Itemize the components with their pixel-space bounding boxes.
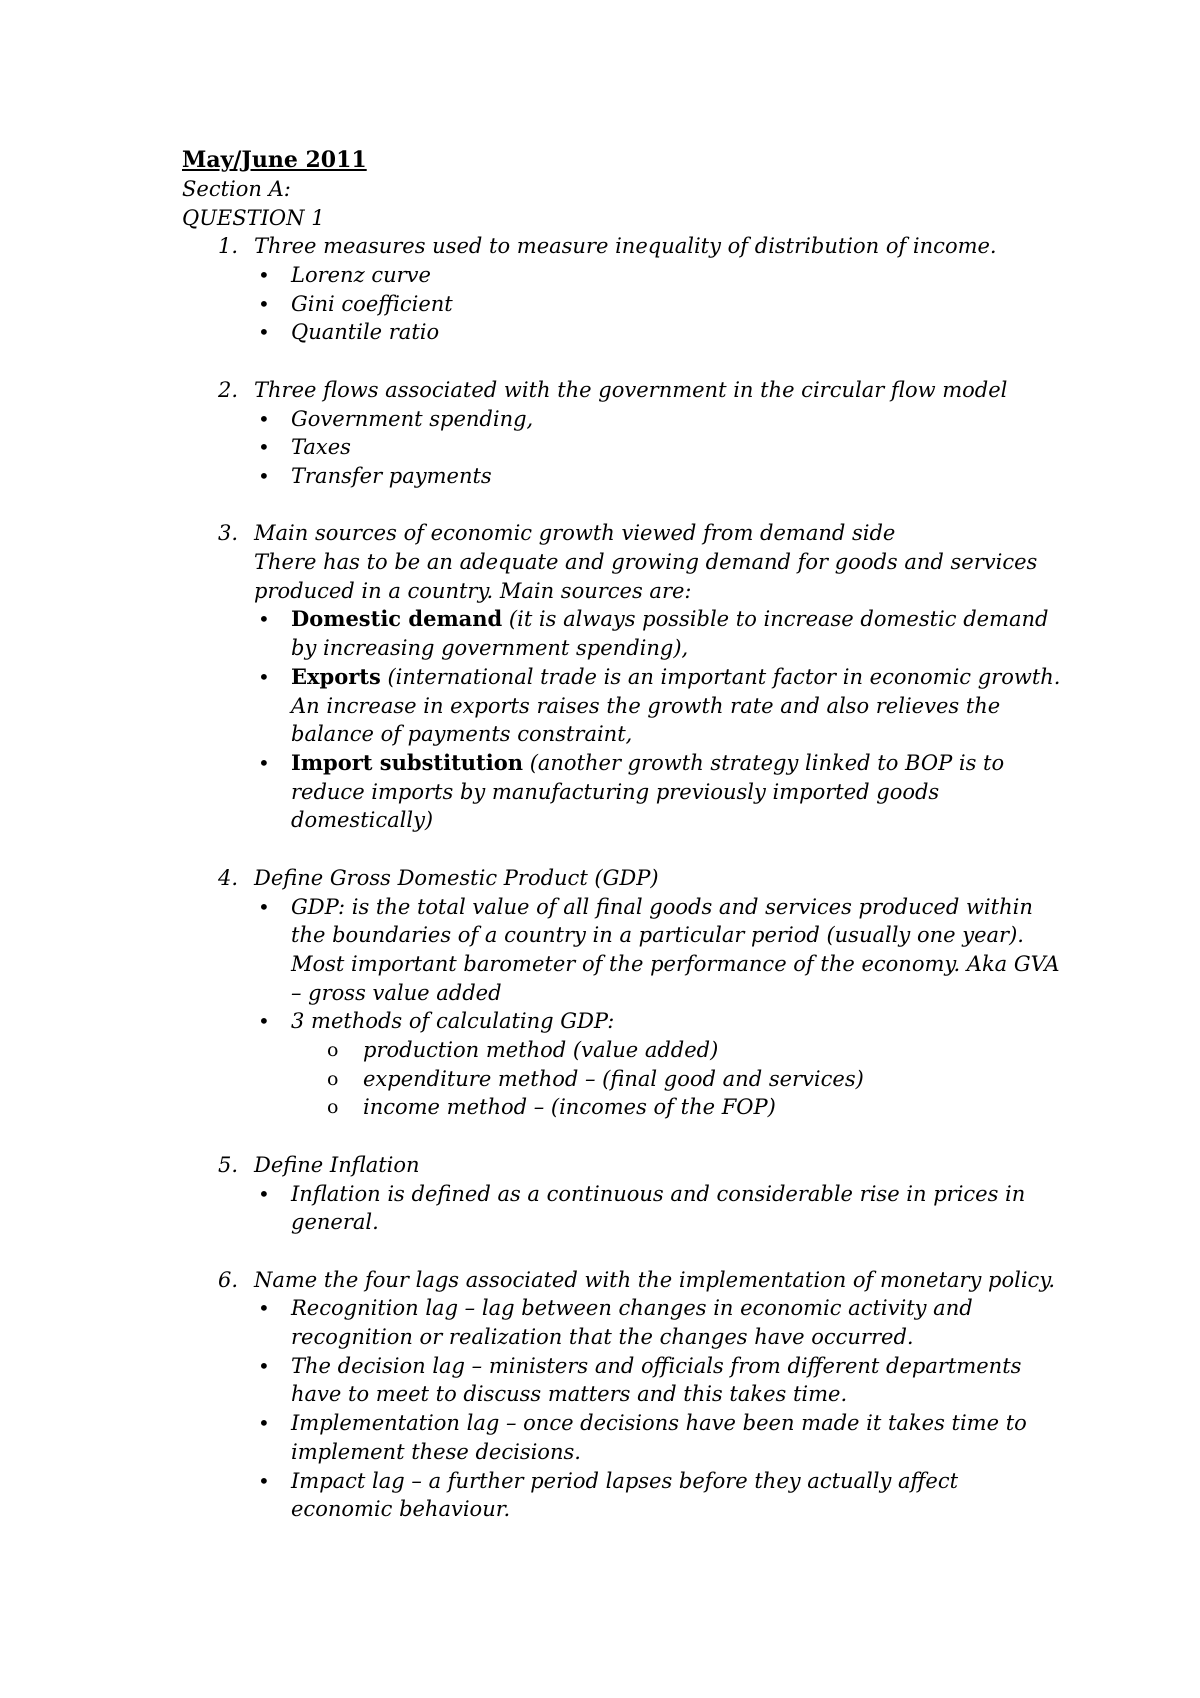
item-number: 2. bbox=[218, 377, 239, 402]
list-item: • Domestic demand (it is always possible to increase domestic demand by increasing government spending), bbox=[258, 606, 1049, 661]
page-title: May/June 2011 bbox=[182, 147, 367, 173]
item-number: 4. bbox=[218, 865, 239, 890]
item-number: 5. bbox=[218, 1152, 239, 1177]
bullet-icon: • bbox=[258, 1296, 270, 1321]
bullet-icon: • bbox=[258, 406, 270, 431]
list-item: • The decision lag – ministers and officials from different departments have to meet to discuss matters and this takes time. bbox=[258, 1353, 1022, 1407]
question-item-2 bbox=[182, 376, 1062, 491]
question-item-4 bbox=[182, 864, 1062, 1122]
question-item-1 bbox=[182, 232, 1062, 347]
bullet-icon: • bbox=[258, 263, 270, 288]
bullet-icon: • bbox=[258, 320, 270, 345]
list-item: • Recognition lag – lag between changes in economic activity and recognition or realization that the changes have occurred. bbox=[258, 1296, 973, 1350]
list-item: • Taxes bbox=[254, 433, 1062, 462]
circle-bullet-icon: o bbox=[327, 1067, 339, 1090]
bullet-icon: • bbox=[258, 751, 270, 775]
bullet-icon: • bbox=[258, 1411, 270, 1436]
sub-list-item: o expenditure method – (final good and services) bbox=[291, 1065, 1062, 1094]
document-page bbox=[182, 146, 1062, 1524]
list-item: • Gini coefficient bbox=[254, 290, 1062, 319]
section-label: Section A: bbox=[182, 177, 291, 201]
bullet-icon: • bbox=[258, 607, 270, 632]
item-text: Define Gross Domestic Product (GDP) bbox=[254, 865, 659, 890]
item-text: Define Inflation bbox=[254, 1152, 420, 1177]
item-text: Main sources of economic growth viewed from demand side bbox=[254, 521, 896, 546]
bullet-icon: • bbox=[258, 894, 270, 919]
sub-list-item: o income method – (incomes of the FOP) bbox=[291, 1093, 1062, 1122]
list-item: • Implementation lag – once decisions have been made it takes time to implement these decisions. bbox=[258, 1411, 1027, 1464]
list-item: • Lorenz curve bbox=[254, 261, 1062, 290]
bullet-icon: • bbox=[258, 435, 270, 460]
list-item: • Impact lag – a further period lapses before they actually affect economic behaviour. bbox=[258, 1468, 959, 1522]
item-text: Three measures used to measure inequality of distribution of income. bbox=[254, 234, 997, 259]
item-number: 1. bbox=[218, 234, 239, 259]
list-item: • Import substitution (another growth strategy linked to BOP is to reduce imports by manufacturing previously imported goods domestically) bbox=[258, 750, 1005, 833]
circle-bullet-icon: o bbox=[327, 1039, 339, 1062]
question-item-5 bbox=[182, 1151, 1062, 1237]
item-intro: There has to be an adequate and growing demand for goods and services produced in a country. Main sources are: bbox=[254, 550, 1038, 603]
list-item: • Government spending, bbox=[254, 405, 1062, 434]
question-label: QUESTION 1 bbox=[182, 205, 325, 230]
list-item: • 3 methods of calculating GDP: o production method (value added) o expenditure method – (final good and services) o income method – (incomes of the FOP) bbox=[254, 1007, 1062, 1122]
item-number: 3. bbox=[218, 521, 239, 546]
bullet-icon: • bbox=[258, 463, 270, 488]
bullet-icon: • bbox=[258, 1009, 270, 1034]
sub-list-item: o production method (value added) bbox=[291, 1036, 1062, 1065]
list-item: • Quantile ratio bbox=[254, 318, 1062, 347]
bullet-icon: • bbox=[258, 664, 270, 689]
question-item-3 bbox=[182, 519, 1062, 835]
bullet-icon: • bbox=[258, 1181, 270, 1206]
bullet-icon: • bbox=[258, 1468, 270, 1493]
circle-bullet-icon: o bbox=[327, 1096, 339, 1119]
item-text: Name the four lags associated with the implementation of monetary policy. bbox=[254, 1267, 1056, 1292]
list-item: • GDP: is the total value of all final goods and services produced within the boundaries of a country in a particular period (usually one year). Most important barometer of the performance of the economy. Aka GVA – gross value added bbox=[258, 894, 1060, 1005]
bullet-icon: • bbox=[258, 1353, 270, 1378]
list-item: • Transfer payments bbox=[254, 462, 1062, 491]
list-item: • Exports (international trade is an important factor in economic growth. An increase in exports raises the growth rate and also relieves the balance of payments constraint, bbox=[258, 663, 1061, 747]
item-number: 6. bbox=[218, 1267, 239, 1292]
bullet-icon: • bbox=[258, 291, 270, 316]
list-item: • Inflation is defined as a continuous and considerable rise in prices in general. bbox=[258, 1181, 1026, 1235]
question-item-6 bbox=[182, 1266, 1062, 1524]
item-text: Three flows associated with the government in the circular flow model bbox=[254, 377, 1008, 402]
